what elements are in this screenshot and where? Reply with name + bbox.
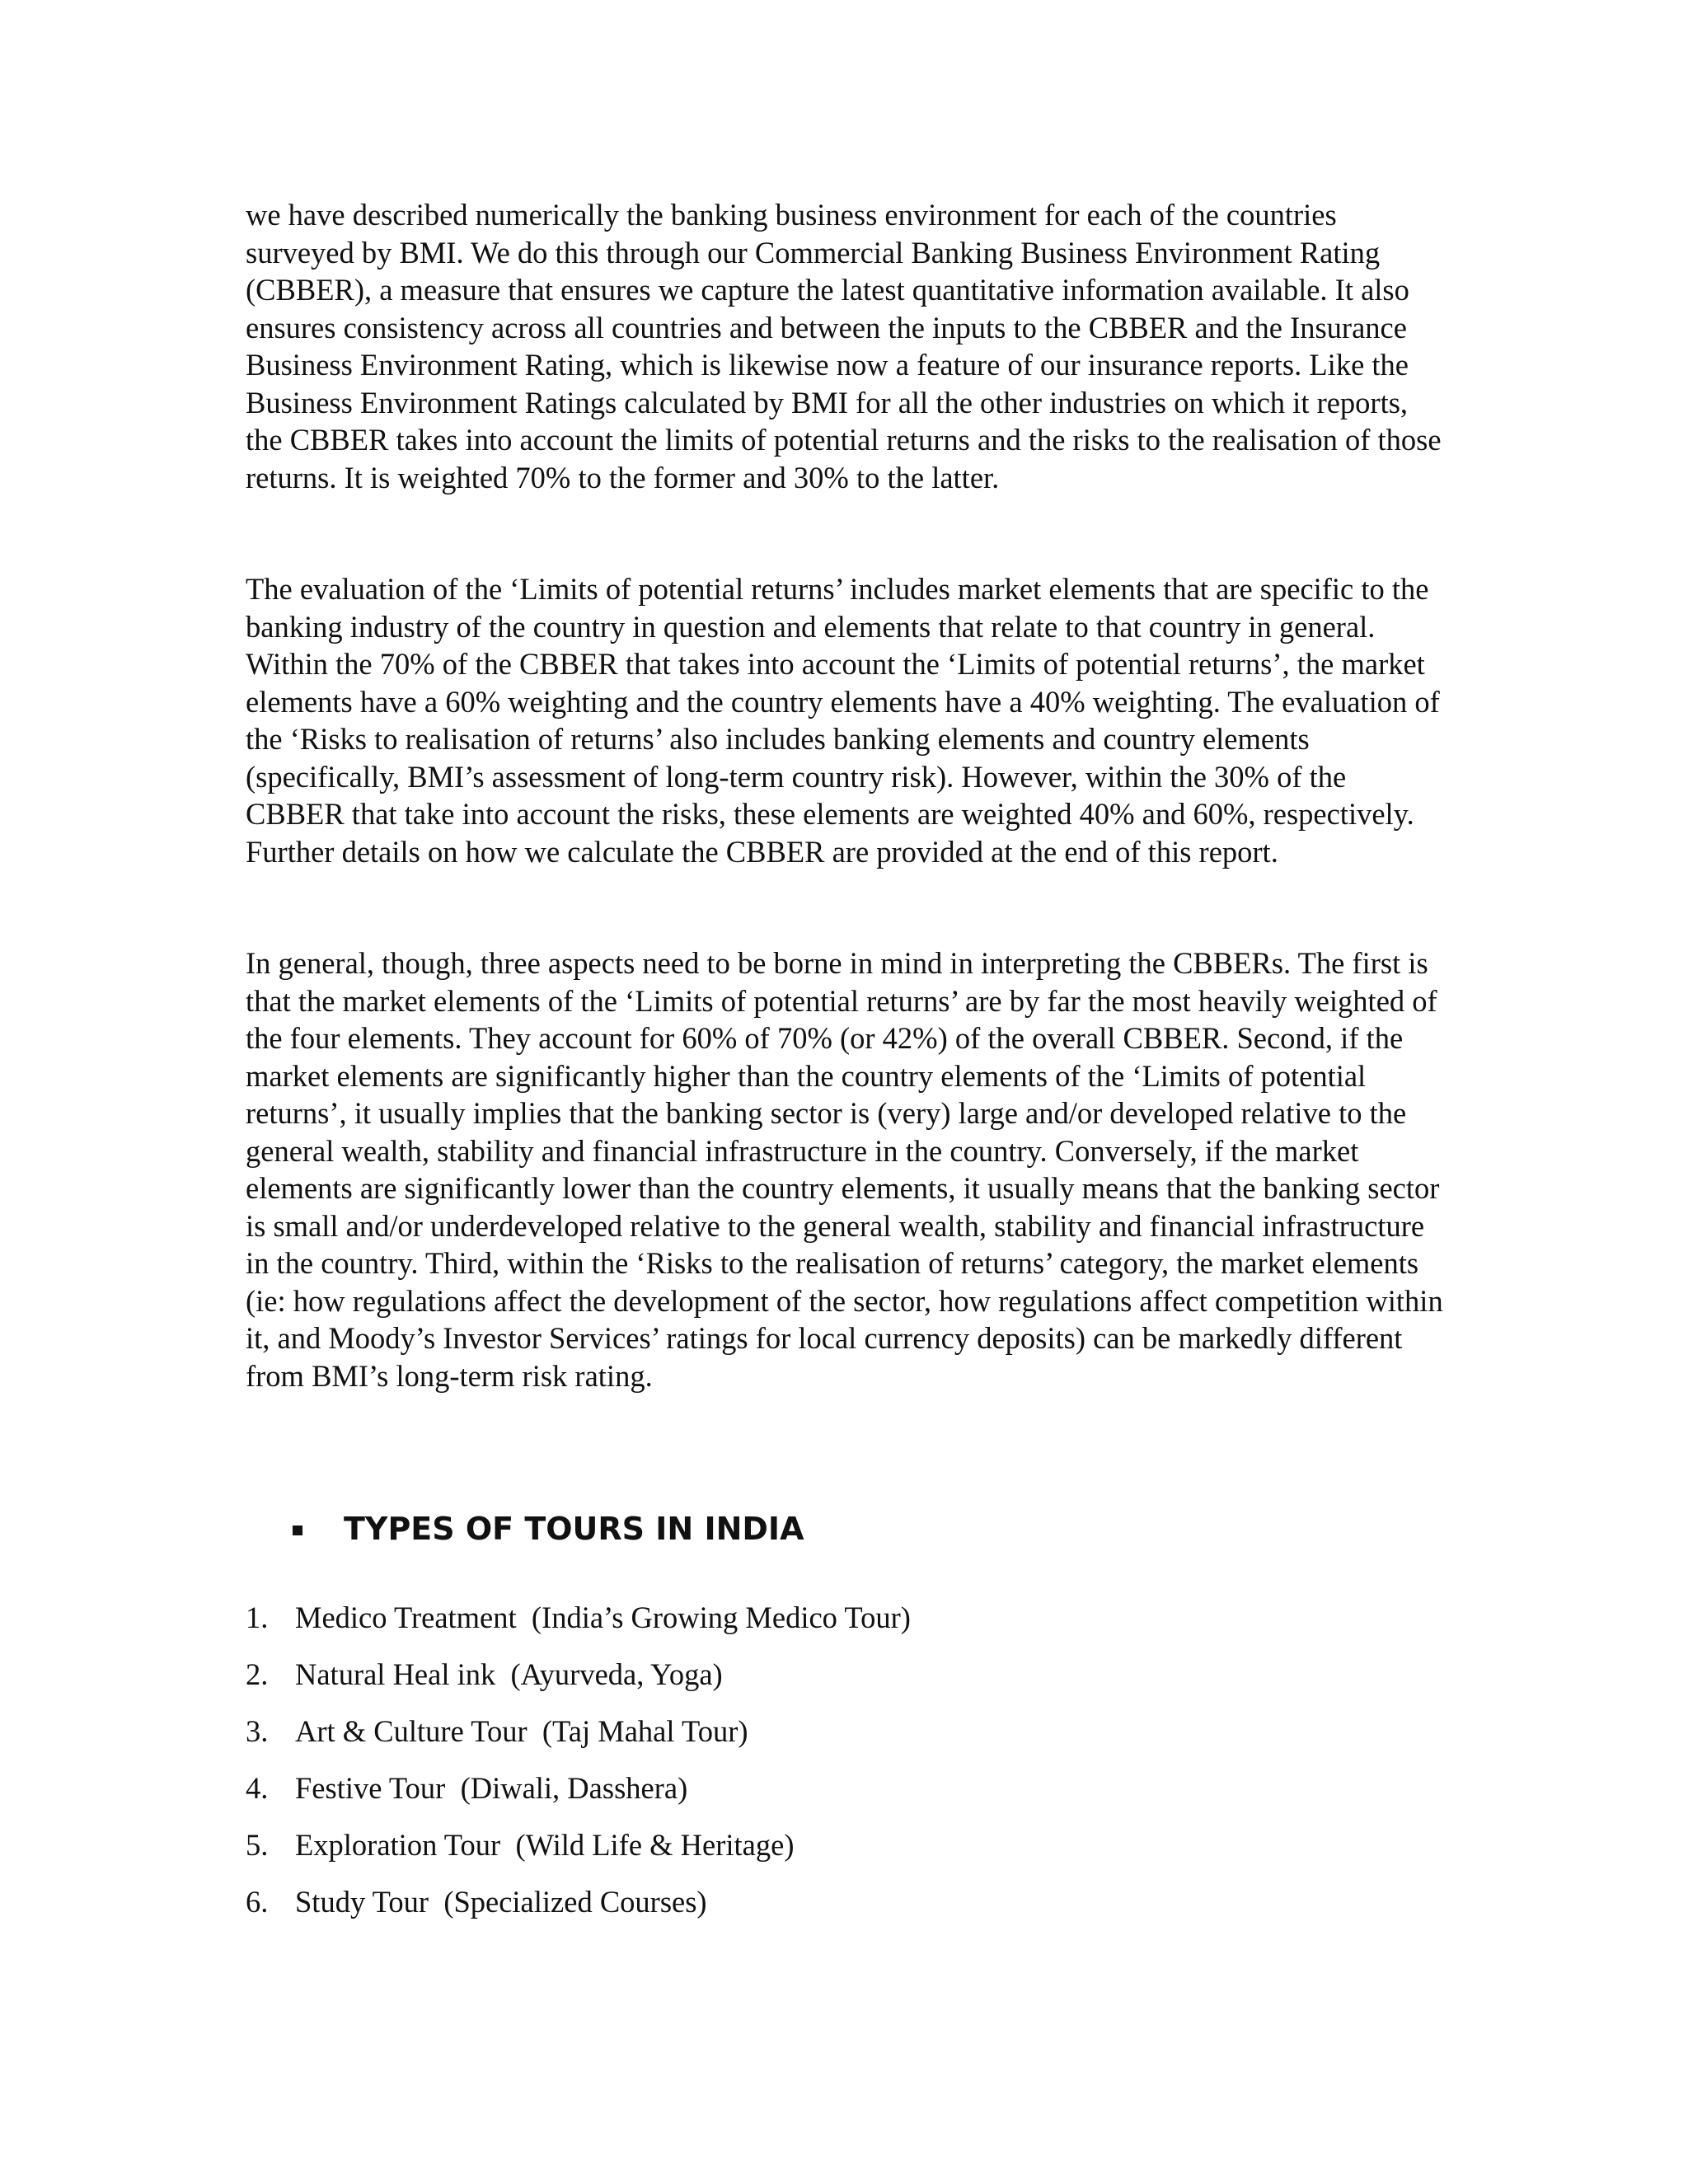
list-item-detail: (Ayurveda, Yoga): [510, 1657, 723, 1691]
list-item: [246, 1769, 911, 1826]
list-item-label: Study Tour: [295, 1885, 429, 1919]
list-item-label: Medico Treatment: [295, 1601, 517, 1634]
list-item-detail: (Diwali, Dasshera): [460, 1771, 688, 1805]
list-item-detail: (Wild Life & Heritage): [515, 1828, 795, 1862]
list-item: [246, 1826, 911, 1883]
list-item: [246, 1599, 911, 1656]
list-item-number: 1.: [246, 1601, 269, 1634]
section-heading: TYPES OF TOURS IN INDIA: [344, 1511, 804, 1547]
tour-types-list: [246, 1599, 911, 1940]
body-paragraph-interpretation: In general, though, three aspects need to be borne in mind in interpreting the CBBERs. The first is that the market elements of the ‘Limits of potential returns’ are by far the most heavily weighted of the four elements. They account for 60% of 70% (or 42%) of the overall CBBER. Second, if the market elements are significantly higher than the country elements of the ‘Limits of potential returns’, it usually implies that the banking sector is (very) large and/or developed relative to the general wealth, stability and financial infrastructure in the country. Conversely, if the market elements are significantly lower than the country elements, it usually means that the banking sector is small and/or underdeveloped relative to the general wealth, stability and financial infrastructure in the country. Third, within the ‘Risks to the realisation of returns’ category, the market elements (ie: how regulations affect the development of the sector, how regulations affect competition within it, and Moody’s Investor Services’ ratings for local currency deposits) can be markedly different from BMI’s long-term risk rating.: [246, 946, 1443, 1393]
list-item: [246, 1713, 911, 1769]
list-item: [246, 1883, 911, 1940]
list-item-label: Art & Culture Tour: [295, 1714, 528, 1748]
square-bullet-icon: [293, 1526, 302, 1535]
list-item-detail: (Taj Mahal Tour): [542, 1714, 748, 1748]
list-item-label: Exploration Tour: [295, 1828, 501, 1862]
list-item-label: Festive Tour: [295, 1771, 446, 1805]
body-paragraph-cbber-intro: we have described numerically the banking business environment for each of the countries surveyed by BMI. We do this through our Commercial Banking Business Environment Rating (CBBER), a measure that ensures we capture the latest quantitative information available. It also ensures consistency across all countries and between the inputs to the CBBER and the Insurance Business Environment Rating, which is likewise now a feature of our insurance reports. Like the Business Environment Ratings calculated by BMI for all the other industries on which it reports, the CBBER takes into account the limits of potential returns and the risks to the realisation of those returns. It is weighted 70% to the former and 30% to the latter.: [246, 198, 1442, 494]
list-item-number: 4.: [246, 1771, 269, 1805]
list-item-detail: (India’s Growing Medico Tour): [531, 1601, 911, 1634]
list-item-number: 6.: [246, 1885, 269, 1919]
section-heading-row: [293, 1504, 804, 1554]
list-item-number: 5.: [246, 1828, 269, 1862]
list-item-number: 2.: [246, 1657, 269, 1691]
list-item-detail: (Specialized Courses): [443, 1885, 707, 1919]
list-item: [246, 1656, 911, 1713]
list-item-label: Natural Heal ink: [295, 1657, 496, 1691]
body-paragraph-limits-of-returns: The evaluation of the ‘Limits of potential returns’ includes market elements that are specific to the banking industry of the country in question and elements that relate to that country in general. Within the 70% of the CBBER that takes into account the ‘Limits of potential returns’, the market elements have a 60% weighting and the country elements have a 40% weighting. The evaluation of the ‘Risks to realisation of returns’ also includes banking elements and country elements (specifically, BMI’s assessment of long-term country risk). However, within the 30% of the CBBER that take into account the risks, these elements are weighted 40% and 60%, respectively. Further details on how we calculate the CBBER are provided at the end of this report.: [246, 572, 1440, 869]
list-item-number: 3.: [246, 1714, 269, 1748]
